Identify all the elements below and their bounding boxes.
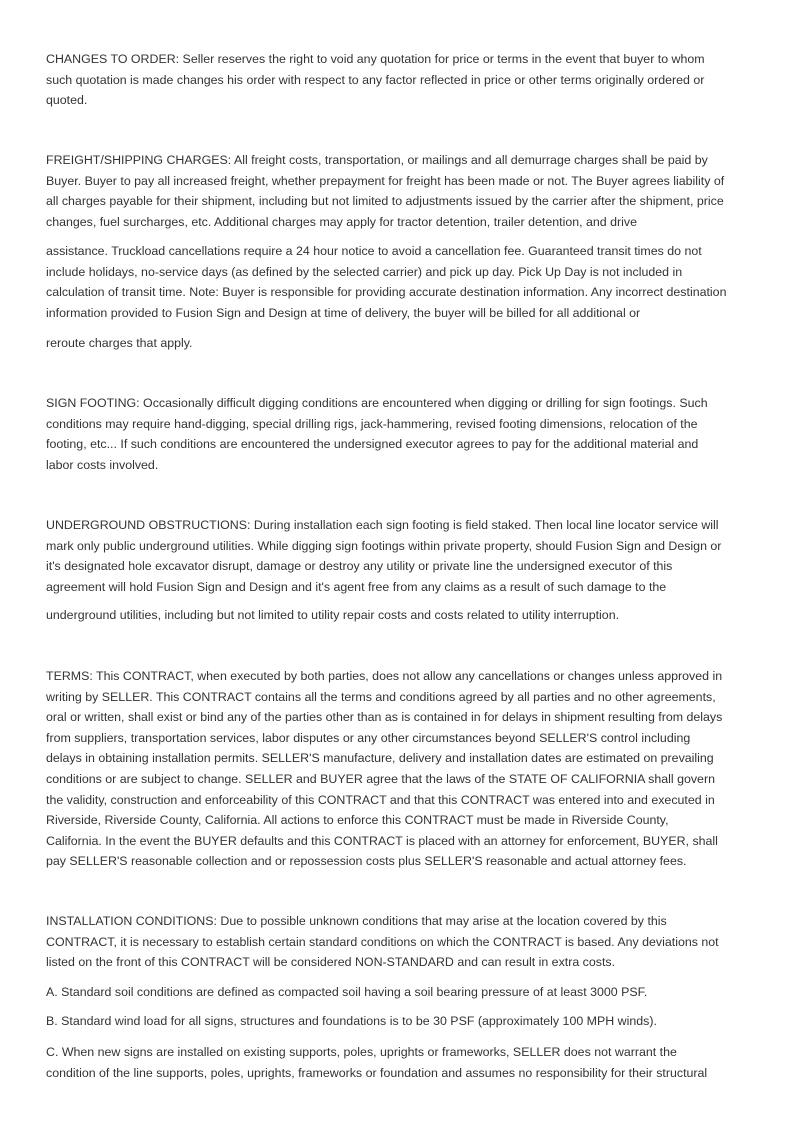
- text-line: conditions may require hand-digging, special drilling rigs, jack-hammering, revised footing dimensions, relocation of the: [46, 416, 698, 431]
- text-line: INSTALLATION CONDITIONS: Due to possible unknown conditions that may arise at the location covered by this: [46, 914, 667, 928]
- installation-condition-a: [46, 982, 756, 1003]
- text-line: UNDERGROUND OBSTRUCTIONS: During installation each sign footing is field staked. Then local line locator service will: [46, 518, 719, 532]
- text-line: CONTRACT, it is necessary to establish certain standard conditions on which the CONTRACT is based. Any deviations not: [46, 934, 719, 949]
- text-line: the validity, construction and enforceability of this CONTRACT and that this CONTRACT was entered into and executed in: [46, 792, 715, 807]
- section-freight-shipping-cont: [46, 241, 756, 323]
- section-freight-shipping-end: [46, 333, 756, 354]
- text-line: conditions or are subject to change. SELLER and BUYER agree that the laws of the STATE OF CALIFORNIA shall govern: [46, 771, 715, 786]
- text-line: footing, etc... If such conditions are encountered the undersigned executor agrees to pay for the additional material and: [46, 437, 699, 452]
- text-line: agreement will hold Fusion Sign and Design and it's agent free from any claims as a result of such damage to the: [46, 579, 667, 594]
- section-freight-shipping: [46, 150, 756, 232]
- text-line: C. When new signs are installed on existing supports, poles, uprights or frameworks, SELLER does not warrant the: [46, 1045, 677, 1059]
- text-line: from suppliers, transportation services, labor disputes or any other circumstances beyond SELLER'S control including: [46, 730, 691, 745]
- text-line: writing by SELLER. This CONTRACT contains all the terms and conditions agreed by all parties and no other agreements,: [46, 689, 716, 704]
- text-line: oral or written, shall exist or bind any of the parties other than as is contained in for delays in shipment resulting from delays: [46, 710, 723, 725]
- section-sign-footing: [46, 393, 756, 475]
- text-line: information provided to Fusion Sign and Design at time of delivery, the buyer will be billed for all additional or: [46, 305, 641, 320]
- section-underground-obstructions-end: [46, 605, 756, 626]
- text-line: California. In the event the BUYER defaults and this CONTRACT is placed with an attorney for enforcement, BUYER, shall: [46, 833, 718, 848]
- section-installation-conditions: [46, 911, 756, 973]
- section-underground-obstructions: [46, 515, 756, 597]
- text-line: it's designated hole excavator disrupt, damage or destroy any utility or private line the undersigned executor of this: [46, 559, 673, 574]
- text-line: mark only public underground utilities. While digging sign footings within private property, should Fusion Sign and Design or: [46, 538, 722, 553]
- text-line: FREIGHT/SHIPPING CHARGES: All freight costs, transportation, or mailings and all demurrage charges shall be paid by: [46, 153, 708, 167]
- text-line: Buyer. Buyer to pay all increased freight, whether prepayment for freight has been made or not. The Buyer agrees liability of: [46, 173, 725, 188]
- installation-condition-b: [46, 1011, 756, 1032]
- text-line: quoted.: [46, 93, 88, 108]
- text-line: SIGN FOOTING: Occasionally difficult digging conditions are encountered when digging or drilling for sign footings. Such: [46, 396, 708, 410]
- text-line: listed on the front of this CONTRACT will be considered NON-STANDARD and can result in extra costs.: [46, 955, 616, 970]
- text-line: CHANGES TO ORDER: Seller reserves the right to void any quotation for price or terms in the event that buyer to whom: [46, 52, 705, 66]
- section-terms: [46, 666, 756, 872]
- text-line: all charges payable for their shipment, including but not limited to adjustments issued by the carrier after the shipment, price: [46, 194, 724, 209]
- text-line: B. Standard wind load for all signs, structures and foundations is to be 30 PSF (approximately 100 MPH winds).: [46, 1014, 657, 1028]
- text-line: reroute charges that apply.: [46, 336, 193, 350]
- text-line: Riverside, Riverside County, California. All actions to enforce this CONTRACT must be made in Riverside County,: [46, 813, 669, 828]
- text-line: labor costs involved.: [46, 457, 159, 472]
- installation-condition-c: [46, 1042, 756, 1083]
- text-line: delays in obtaining installation permits. SELLER'S manufacture, delivery and installation dates are estimated on prevailing: [46, 751, 714, 766]
- text-line: include holidays, no-service days (as defined by the selected carrier) and pick up day. Pick Up Day is not included in: [46, 264, 683, 279]
- text-line: A. Standard soil conditions are defined as compacted soil having a soil bearing pressure of at least 3000 PSF.: [46, 985, 648, 999]
- text-line: changes, fuel surcharges, etc. Additional charges may apply for tractor detention, trailer detention, and drive: [46, 214, 637, 229]
- text-line: underground utilities, including but not limited to utility repair costs and costs related to utility interruption.: [46, 608, 620, 622]
- text-line: assistance. Truckload cancellations require a 24 hour notice to avoid a cancellation fee. Guaranteed transit times do not: [46, 244, 702, 258]
- section-changes-to-order: [46, 49, 756, 111]
- text-line: pay SELLER'S reasonable collection and or repossession costs plus SELLER'S reasonable and actual attorney fees.: [46, 854, 687, 869]
- text-line: such quotation is made changes his order with respect to any factor reflected in price or other terms originally ordered or: [46, 72, 705, 87]
- text-line: calculation of transit time. Note: Buyer is responsible for providing accurate destination information. Any incorrect destination: [46, 285, 727, 300]
- text-line: condition of the line supports, poles, uprights, frameworks or foundation and assumes no responsibility for their structural: [46, 1065, 708, 1080]
- text-line: TERMS: This CONTRACT, when executed by both parties, does not allow any cancellations or changes unless approved in: [46, 669, 723, 683]
